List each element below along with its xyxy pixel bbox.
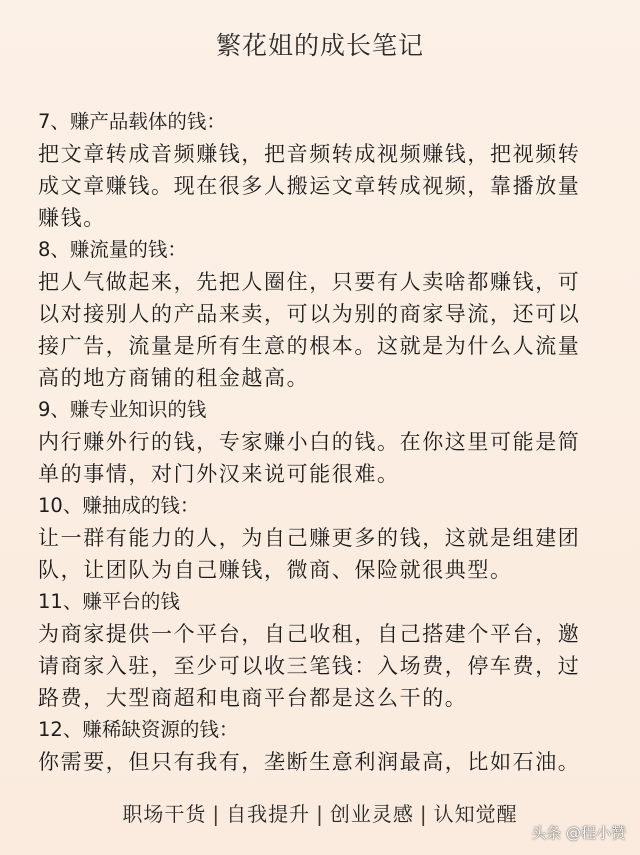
section-7 (38, 106, 614, 234)
body-line: 单的事情，对门外汉来说可能很难。 (38, 462, 400, 486)
body-line: 队，让团队为自己赚钱，微商、保险就很典型。 (38, 558, 513, 582)
body-line: 把文章转成音频赚钱，把音频转成视频赚钱，把视频转 (38, 142, 581, 166)
section-heading: 8、赚流量的钱： (38, 238, 187, 261)
body-line: 内行赚外行的钱，专家赚小白的钱。在你这里可能是简 (38, 430, 581, 454)
footer-tag: 创业灵感 (329, 802, 414, 826)
section-heading: 10、赚抽成的钱： (38, 494, 200, 517)
footer-tag: 自我提升 (226, 802, 311, 826)
section-10 (38, 490, 614, 586)
article-content (38, 106, 614, 778)
body-line: 让一群有能力的人，为自己赚更多的钱，这就是组建团 (38, 526, 581, 550)
section-11 (38, 586, 614, 714)
section-heading: 7、赚产品载体的钱： (38, 110, 226, 133)
section-heading: 9、赚专业知识的钱 (38, 398, 207, 421)
section-body (38, 618, 614, 714)
watermark: 头条 @程小赞 (531, 824, 626, 842)
section-body (38, 138, 614, 234)
footer-tag: 认知觉醒 (433, 802, 518, 826)
body-line: 高的地方商铺的租金越高。 (38, 366, 310, 390)
section-12 (38, 714, 614, 778)
section-heading: 12、赚稀缺资源的钱： (38, 718, 239, 741)
footer-separator: | (316, 802, 324, 826)
footer-separator: | (212, 802, 221, 826)
body-line: 赚钱。 (38, 206, 106, 230)
section-body (38, 746, 614, 778)
body-line: 你需要，但只有我有，垄断生意利润最高，比如石油。 (38, 750, 581, 774)
body-line: 成文章赚钱。现在很多人搬运文章转成视频，靠播放量 (38, 174, 581, 198)
body-line: 接广告，流量是所有生意的根本。这就是为什么人流量 (38, 334, 581, 358)
section-9 (38, 394, 614, 490)
body-line: 请商家入驻，至少可以收三笔钱：入场费，停车费，过 (38, 654, 581, 678)
section-8 (38, 234, 614, 394)
body-line: 为商家提供一个平台，自己收租，自己搭建个平台，邀 (38, 622, 581, 646)
body-line: 把人气做起来，先把人圈住，只要有人卖啥都赚钱，可 (38, 270, 581, 294)
footer-separator: | (419, 802, 428, 826)
body-line: 路费，大型商超和电商平台都是这么干的。 (38, 686, 468, 710)
body-line: 以对接别人的产品来卖，可以为别的商家导流，还可以 (38, 302, 581, 326)
section-body (38, 266, 614, 394)
section-body (38, 522, 614, 586)
footer-tag: 职场干货 (122, 802, 207, 826)
section-heading: 11、赚平台的钱 (38, 590, 180, 613)
page-title: 繁花姐的成长笔记 (215, 31, 424, 60)
section-body (38, 426, 614, 490)
